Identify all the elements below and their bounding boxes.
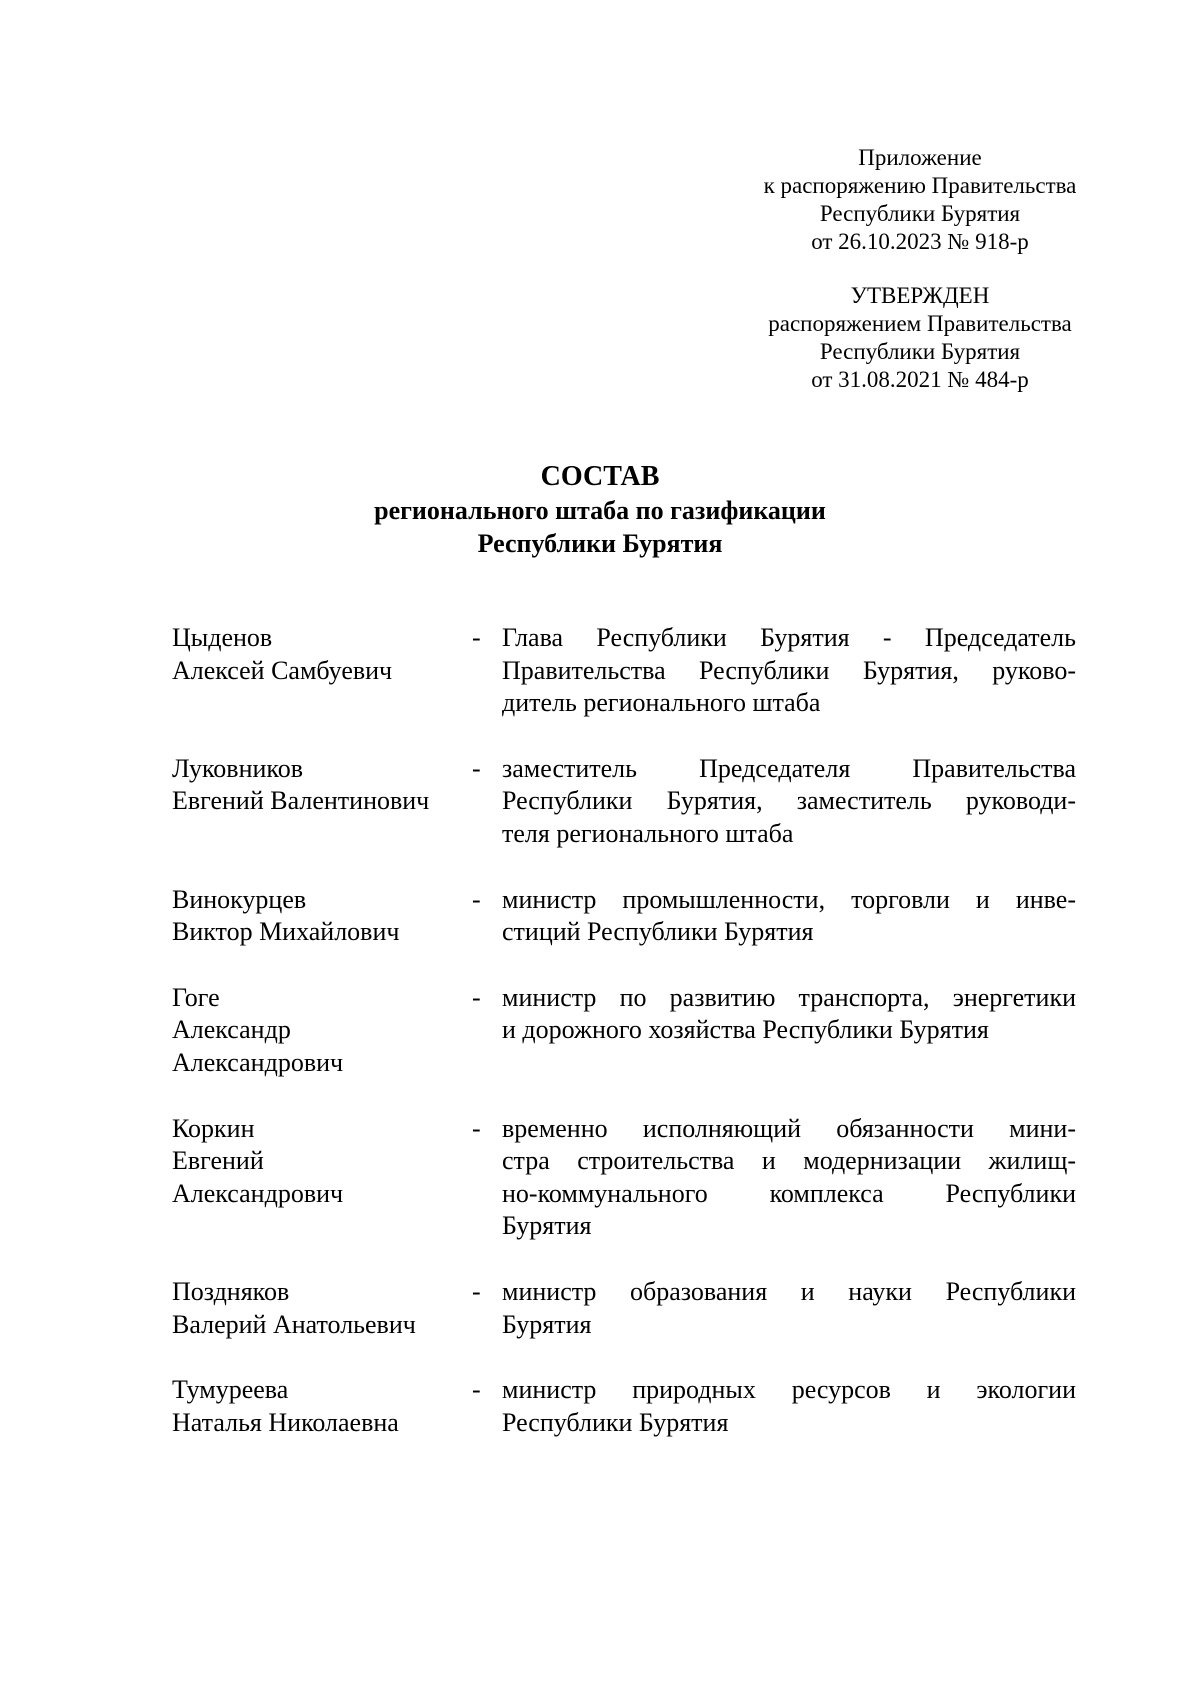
- member-role-line: Бурятия: [502, 1211, 592, 1241]
- member-name-line: Коркин: [172, 1113, 255, 1143]
- member-name-line: Цыденов: [172, 623, 273, 652]
- member-role: [502, 1374, 1076, 1439]
- document-title: [0, 460, 1200, 560]
- member-role-line: заместитель Председателя Правительства: [502, 753, 1076, 783]
- member-name-line: Винокурцев: [172, 884, 307, 914]
- member-role-line: и дорожного хозяйства Республики Бурятия: [502, 1015, 989, 1045]
- member-name: [172, 1276, 472, 1341]
- member-role-line: но-коммунального комплекса Республики: [502, 1178, 1076, 1208]
- member-name-line: Тумуреева: [172, 1375, 289, 1405]
- member-row: [172, 622, 1076, 720]
- member-name: [172, 753, 472, 818]
- title-line: Республики Бурятия: [477, 529, 723, 558]
- member-name-line: Луковников: [172, 753, 303, 783]
- member-role-line: Бурятия: [502, 1309, 592, 1339]
- appendix-line: Приложение: [858, 145, 982, 170]
- member-role-line: Республики Бурятия, заместитель руководи-: [502, 786, 1076, 816]
- member-name: [172, 884, 472, 949]
- member-role-line: министр по развитию транспорта, энергетики: [502, 982, 1076, 1012]
- member-role-line: дитель регионального штаба: [502, 688, 821, 718]
- member-row: [172, 884, 1076, 949]
- member-name-line: Александрович: [172, 1178, 344, 1208]
- member-dash: -: [472, 982, 481, 1012]
- member-role: [502, 622, 1076, 720]
- member-role: [502, 884, 1076, 949]
- member-dash: -: [472, 884, 481, 914]
- member-role: [502, 1276, 1076, 1341]
- member-name-line: Александр: [172, 1015, 291, 1045]
- member-dash: -: [472, 623, 481, 652]
- members-list: [172, 622, 1076, 1439]
- member-name-line: Александрович: [172, 1047, 344, 1077]
- member-name: [172, 1113, 472, 1211]
- member-role-line: временно исполняющий обязанности мини-: [502, 1113, 1076, 1143]
- member-row: [172, 753, 1076, 851]
- approved-line: распоряжением Правительства: [768, 311, 1072, 336]
- appendix-line: Республики Бурятия: [819, 201, 1021, 226]
- member-name: [172, 622, 472, 687]
- member-role: [502, 753, 1076, 851]
- approved-line: Республики Бурятия: [819, 339, 1021, 364]
- member-name: [172, 982, 472, 1080]
- member-role-line: министр промышленности, торговли и инве-: [502, 884, 1076, 914]
- member-name-line: Валерий Анатольевич: [172, 1309, 416, 1339]
- member-row: [172, 1374, 1076, 1439]
- member-role-line: Правительства Республики Бурятия, руково-: [502, 655, 1076, 685]
- member-row: [172, 1113, 1076, 1243]
- member-role-line: Глава Республики Бурятия - Председатель: [502, 623, 1076, 652]
- member-dash: -: [472, 1276, 481, 1306]
- approved-line: УТВЕРЖДЕН: [850, 283, 990, 308]
- title-line: регионального штаба по газификации: [374, 496, 826, 525]
- appendix-line: к распоряжению Правительства: [763, 173, 1077, 198]
- member-role-line: теля регионального штаба: [502, 818, 794, 848]
- member-name-line: Виктор Михайлович: [172, 917, 400, 947]
- member-name-line: Гоге: [172, 982, 220, 1012]
- member-name: [172, 1374, 472, 1439]
- member-row: [172, 982, 1076, 1080]
- member-name-line: Поздняков: [172, 1276, 290, 1306]
- appendix-header: [730, 144, 1110, 256]
- member-role: [502, 1113, 1076, 1243]
- approved-header: [730, 282, 1110, 394]
- member-dash: -: [472, 753, 481, 783]
- member-name-line: Алексей Самбуевич: [172, 655, 393, 685]
- member-name-line: Евгений: [172, 1146, 264, 1176]
- member-name-line: Наталья Николаевна: [172, 1407, 399, 1437]
- member-dash: -: [472, 1113, 481, 1143]
- title-line: СОСТАВ: [540, 461, 660, 492]
- member-role-line: стиций Республики Бурятия: [502, 917, 814, 947]
- appendix-line: от 26.10.2023 № 918-р: [811, 229, 1029, 254]
- member-role-line: стра строительства и модернизации жилищ-: [502, 1146, 1076, 1176]
- member-row: [172, 1276, 1076, 1341]
- approved-line: от 31.08.2021 № 484-р: [811, 367, 1029, 392]
- member-role: [502, 982, 1076, 1047]
- member-name-line: Евгений Валентинович: [172, 786, 430, 816]
- member-role-line: Республики Бурятия: [502, 1407, 729, 1437]
- member-dash: -: [472, 1375, 481, 1405]
- member-role-line: министр природных ресурсов и экологии: [502, 1375, 1076, 1405]
- member-role-line: министр образования и науки Республики: [502, 1276, 1076, 1306]
